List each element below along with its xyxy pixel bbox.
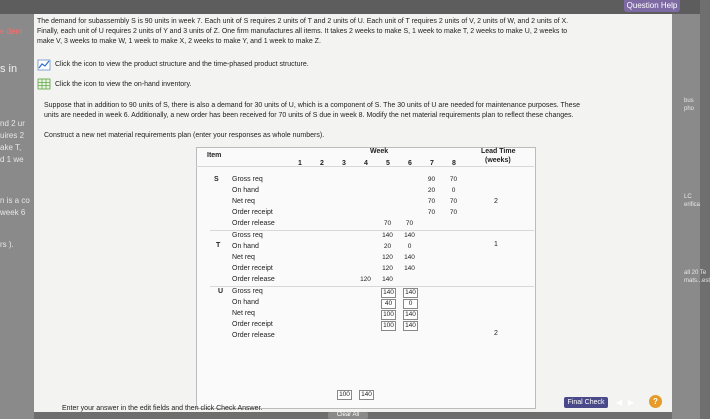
- on-hand-inventory-link[interactable]: Click the icon to view the on-hand inventory.: [55, 81, 192, 88]
- item-s-label: S: [214, 176, 219, 183]
- chart-icon[interactable]: [38, 60, 50, 70]
- row-label: Gross req: [232, 176, 263, 183]
- table-cell: 140: [382, 232, 393, 239]
- week-6-label: 6: [408, 160, 412, 167]
- week-1-label: 1: [298, 160, 302, 167]
- right-fragment: bus: [684, 98, 694, 104]
- table-icon[interactable]: [38, 79, 50, 89]
- item-t-label: T: [216, 242, 221, 249]
- table-cell: 120: [360, 276, 371, 283]
- left-fragment: s in: [0, 63, 18, 75]
- row-label: On hand: [232, 299, 259, 306]
- suppose-line-2: units are needed in week 6. Additionally, a new order has been received for 70 units of S due in week 8. Modify the net material requirements plan to reflect these changes.: [44, 112, 574, 119]
- item-header: Item: [207, 152, 222, 159]
- input-cell[interactable]: 100: [381, 310, 396, 320]
- row-label: Net req: [232, 254, 255, 261]
- input-cell[interactable]: 140: [403, 321, 418, 331]
- table-cell: 20: [383, 243, 392, 250]
- week-5-label: 5: [386, 160, 390, 167]
- table-cell: 120: [382, 265, 393, 272]
- input-cell[interactable]: 140: [403, 288, 418, 298]
- table-cell: 140: [382, 276, 393, 283]
- item-divider: [210, 286, 534, 287]
- week-7-label: 7: [430, 160, 434, 167]
- row-label: On hand: [232, 187, 259, 194]
- row-label: Net req: [232, 310, 255, 317]
- table-cell: 70: [405, 220, 414, 227]
- right-background-strip: [672, 14, 700, 419]
- table-cell: 70: [449, 209, 458, 216]
- suppose-line-1: Suppose that in addition to 90 units of S, there is also a demand for 30 units of U, which is a component of S. The 30 units of U are needed for maintenance purposes. These: [44, 102, 580, 109]
- left-fragment: rs ).: [0, 240, 14, 249]
- table-cell: 0: [451, 187, 456, 194]
- lead-time-units: (weeks): [485, 157, 511, 164]
- final-check-button[interactable]: Final Check: [564, 397, 608, 408]
- left-fragment: e dem: [0, 27, 23, 36]
- product-structure-link[interactable]: Click the icon to view the product structure and the time-phased product structure.: [55, 61, 309, 68]
- table-cell: 140: [404, 265, 415, 272]
- input-cell[interactable]: 100: [337, 390, 352, 400]
- week-4-label: 4: [364, 160, 368, 167]
- left-fragment: nd 2 ur: [0, 119, 25, 128]
- enter-answer-text: Enter your answer in the edit fields and then click Check Answer.: [62, 405, 263, 412]
- input-cell[interactable]: 140: [381, 288, 396, 298]
- input-cell[interactable]: 40: [381, 299, 396, 309]
- item-u-lead-time: 2: [494, 330, 498, 337]
- table-cell: 90: [427, 176, 436, 183]
- next-arrow-icon[interactable]: ▶: [627, 398, 635, 407]
- input-cell[interactable]: 0: [403, 299, 418, 309]
- item-t-lead-time: 1: [494, 241, 498, 248]
- problem-line-2: Finally, each unit of U requires 2 units of Y and 3 units of Z. One firm manufactures all items. It takes 2 weeks to make S, 1 week to make T, 2 weeks to make U, 2 weeks to: [37, 28, 568, 35]
- row-label: Order receipt: [232, 209, 273, 216]
- instruction-text: Construct a new net material requirements plan (enter your responses as whole numbers).: [44, 132, 325, 139]
- right-fragment: pho: [684, 106, 695, 112]
- week-2-label: 2: [320, 160, 324, 167]
- item-divider: [210, 230, 534, 231]
- week-3-label: 3: [342, 160, 346, 167]
- row-label: On hand: [232, 243, 259, 250]
- left-fragment: week 6: [0, 208, 26, 217]
- question-help-button[interactable]: Question Help: [624, 0, 680, 12]
- prev-arrow-icon[interactable]: ◀: [615, 398, 623, 407]
- left-fragment: ake T,: [0, 143, 22, 152]
- item-u-label: U: [218, 288, 224, 295]
- row-label: Order release: [232, 220, 275, 227]
- right-fragment: erifica: [684, 202, 701, 208]
- row-label: Order receipt: [232, 321, 273, 328]
- left-fragment: d 1 we: [0, 155, 24, 164]
- clear-all-button[interactable]: Clear All: [328, 412, 368, 419]
- table-cell: 70: [427, 209, 436, 216]
- week-8-label: 8: [452, 160, 456, 167]
- problem-line-1: The demand for subassembly S is 90 units in week 7. Each unit of S requires 2 units of T and 2 units of U. Each unit of T requires 2 units of V, 2 units of W, and 2 units of X.: [37, 18, 569, 25]
- problem-line-3: make V, 3 weeks to make W, 1 week to make X, 2 weeks to make Y, and 1 week to make Z.: [37, 38, 321, 45]
- input-cell[interactable]: 140: [403, 310, 418, 320]
- top-bar: [0, 0, 700, 14]
- right-fragment: LC: [684, 194, 692, 200]
- table-cell: 70: [449, 198, 458, 205]
- week-header: Week: [370, 148, 389, 155]
- row-label: Order receipt: [232, 265, 273, 272]
- help-icon[interactable]: ?: [649, 395, 662, 408]
- table-cell: 70: [449, 176, 458, 183]
- lead-time-header: Lead Time: [481, 148, 516, 155]
- row-label: Gross req: [232, 288, 263, 295]
- table-cell: 20: [427, 187, 436, 194]
- row-label: Order release: [232, 276, 275, 283]
- left-fragment: uires 2: [0, 131, 25, 140]
- input-cell[interactable]: 140: [359, 390, 374, 400]
- right-fragment: mats...est: [684, 278, 710, 284]
- row-label: Order release: [232, 332, 275, 339]
- item-s-lead-time: 2: [494, 198, 498, 205]
- table-cell: 70: [383, 220, 392, 227]
- input-cell[interactable]: 100: [381, 321, 396, 331]
- right-fragment: all 20 Te: [684, 270, 707, 276]
- table-cell: 120: [382, 254, 393, 261]
- left-fragment: n is a co: [0, 196, 30, 205]
- row-label: Net req: [232, 198, 255, 205]
- row-label: Gross req: [232, 232, 263, 239]
- table-cell: 70: [427, 198, 436, 205]
- table-cell: 0: [407, 243, 412, 250]
- table-cell: 140: [404, 254, 415, 261]
- table-cell: 140: [404, 232, 415, 239]
